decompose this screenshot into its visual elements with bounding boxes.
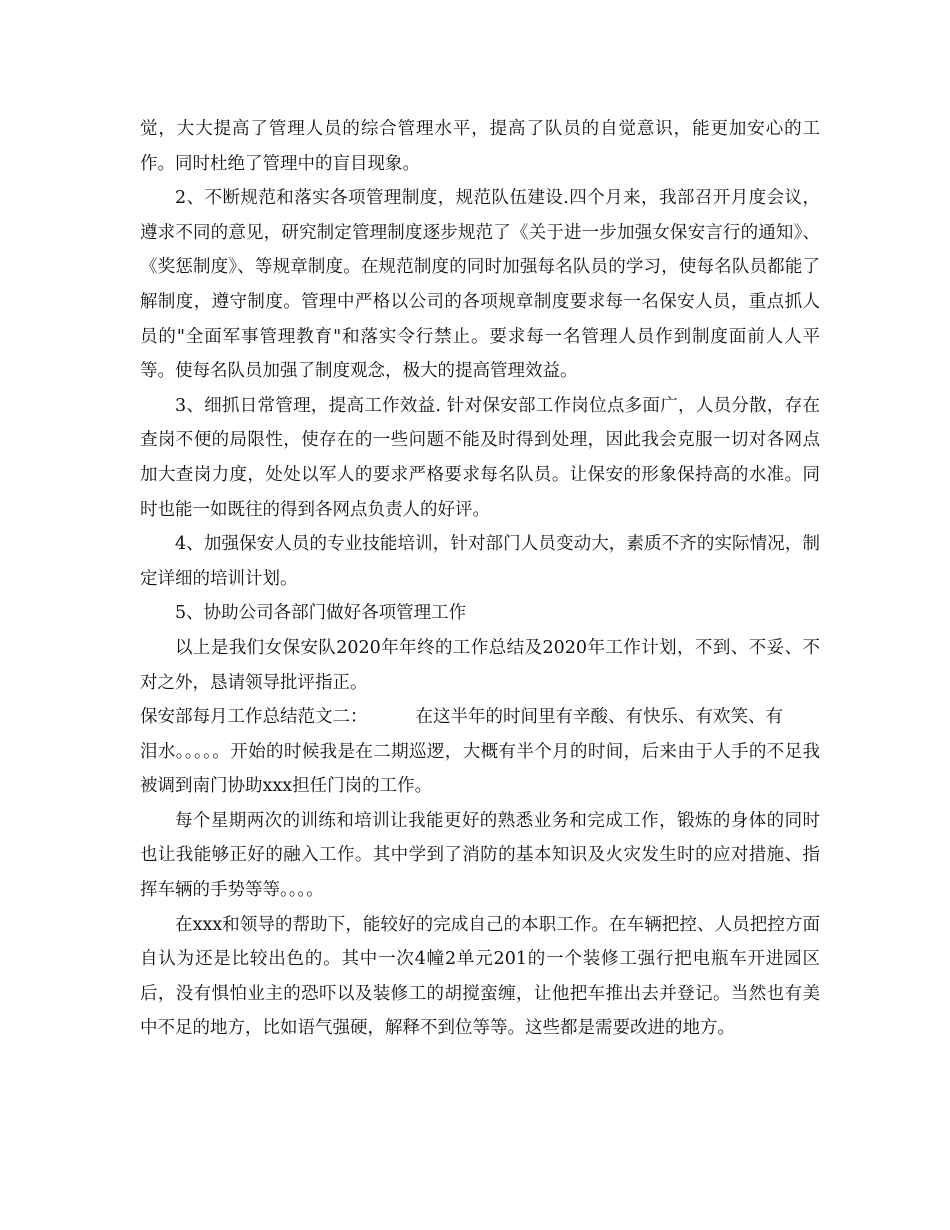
paragraph-duty: 在xxx和领导的帮助下，能较好的完成自己的本职工作。在车辆把控、人员把控方面自认为还是比较出色的。其中一次4幢2单元201的一个装修工强行把电瓶车开进园区后，没有惧怕业主的恐吓以及装修工的胡搅蛮缠，让他把车推出去并登记。当然也有美中不足的地方，比如语气强硬，解释不到位等等。这些都是需要改进的地方。	[140, 914, 820, 1039]
section-heading: 保安部每月工作总结范文二：	[140, 707, 368, 728]
paragraph-item-3: 3、细抓日常管理，提高工作效益. 针对保安部工作岗位点多面广，人员分散，存在查岗不便的局限性，使存在的一些问题不能及时得到处理，因此我会克服一切对各网点加大查岗力度，处处以军人的要求严格要求每名队员。让保安的形象保持高的水准。同时也能一如既往的得到各网点负责人的好评。	[140, 395, 820, 520]
paragraph-conclusion: 以上是我们女保安队2020年年终的工作总结及2020年工作计划，不到、不妥、不对之外，恳请领导批评指正。	[140, 637, 820, 693]
paragraph-training: 每个星期两次的训练和培训让我能更好的熟悉业务和完成工作，锻炼的身体的同时也让我能够正好的融入工作。其中学到了消防的基本知识及火灾发生时的应对措施、指挥车辆的手势等等。。。。	[140, 810, 820, 901]
paragraph-item-4: 4、加强保安人员的专业技能培训，针对部门人员变动大，素质不齐的实际情况，制定详细的培训计划。	[140, 534, 820, 589]
document-body	[140, 112, 820, 1046]
paragraph-patrol: 泪水。。。。。开始的时候我是在二期巡逻，大概有半个月的时间，后来由于人手的不足我被调到南门协助xxx担任门岗的工作。	[140, 741, 820, 797]
paragraph-management-level: 觉，大大提高了管理人员的综合管理水平，提高了队员的自觉意识，能更加安心的工作。同时杜绝了管理中的盲目现象。	[140, 119, 820, 174]
paragraph-item-2: 2、不断规范和落实各项管理制度，规范队伍建设.四个月来，我部召开月度会议，遵求不同的意见，研究制定管理制度逐步规范了《关于进一步加强女保安言行的通知》、《奖惩制度》、等规章制度。在规范制度的同时加强每名队员的学习，使每名队员都能了解制度，遵守制度。管理中严格以公司的各项规章制度要求每一名保安人员，重点抓人员的"全面军事管理教育"和落实令行禁止。要求每一名管理人员作到制度面前人人平等。使每名队员加强了制度观念，极大的提高管理效益。	[140, 188, 820, 382]
paragraph-item-5: 5、协助公司各部门做好各项管理工作	[175, 603, 467, 624]
section-first-line: 在这半年的时间里有辛酸、有快乐、有欢笑、有	[415, 707, 783, 728]
section-heading-line	[140, 700, 820, 735]
heading-gap	[368, 700, 416, 735]
